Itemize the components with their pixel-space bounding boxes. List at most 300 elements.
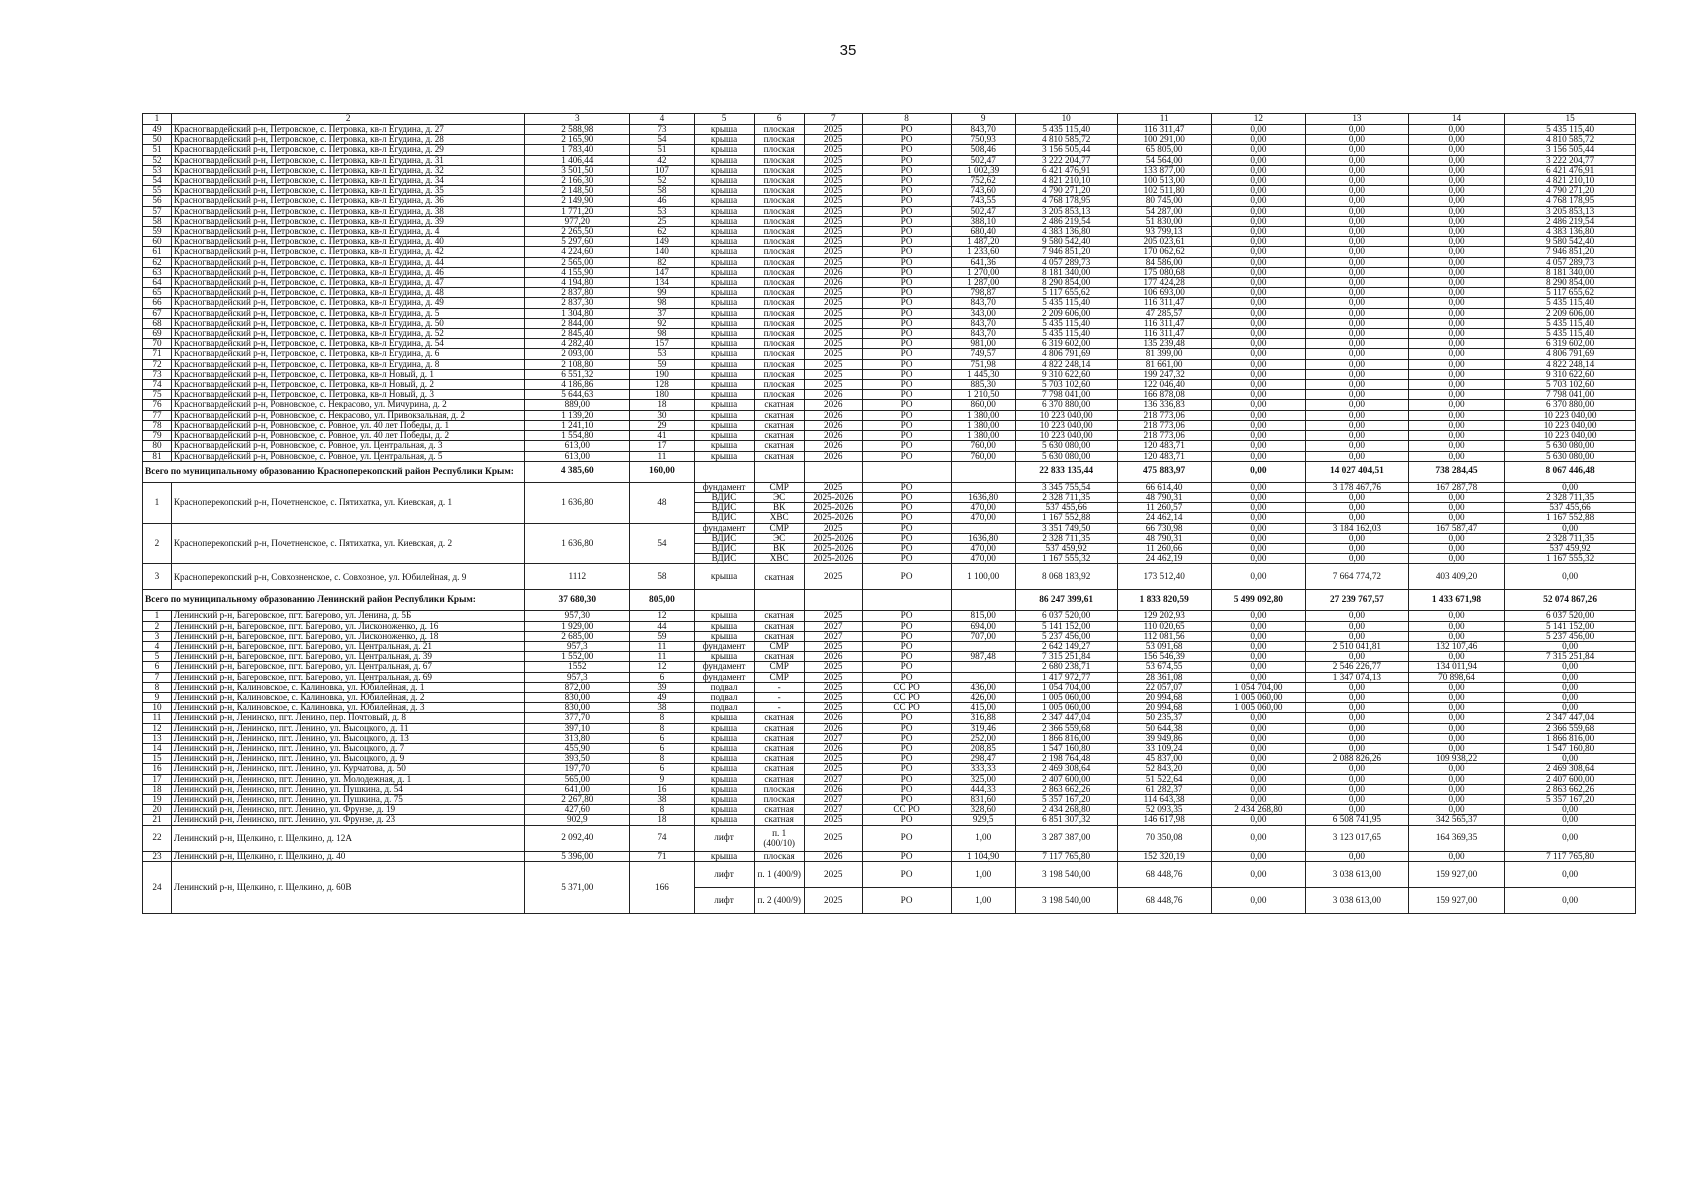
unit-cost-cell: 45 837,00	[1117, 754, 1211, 764]
volume-cell: 1 380,00	[951, 431, 1015, 441]
element-cell: крыша	[694, 267, 754, 277]
element-cell: подвал	[694, 703, 754, 713]
residents-cell: 73	[630, 125, 694, 135]
period-cell: 2025	[804, 288, 862, 298]
period-cell: 2025	[804, 380, 862, 390]
cost-cell: 3 198 540,00	[1015, 861, 1117, 887]
fund-d-cell: 0,00	[1505, 482, 1636, 492]
volume-cell: 252,00	[951, 733, 1015, 743]
fund-b-cell: 0,00	[1306, 682, 1409, 692]
fund-d-cell: 0,00	[1505, 662, 1636, 672]
element-cell: лифт	[694, 887, 754, 913]
fund-c-cell: 0,00	[1408, 206, 1504, 216]
cost-cell: 6 319 602,00	[1015, 339, 1117, 349]
address-cell: Ленинский р-н, Калиновское, с. Калиновка, ул. Юбилейная, д. 1	[171, 682, 524, 692]
period-cell: 2025	[804, 329, 862, 339]
unit-cost-cell: 475 883,97	[1117, 461, 1211, 482]
address-cell: Красногвардейский р-н, Петровское, с. Петровка, кв-л Егудина, д. 6	[171, 349, 524, 359]
cost-cell: 3 287 387,00	[1015, 825, 1117, 851]
work-type-cell: плоская	[754, 155, 804, 165]
row-number-cell: 58	[143, 216, 172, 226]
table-header-row	[143, 114, 1636, 125]
element-cell: подвал	[694, 692, 754, 702]
fund-a-cell: 0,00	[1211, 652, 1305, 662]
unit-cost-cell: 177 424,28	[1117, 278, 1211, 288]
unit-cost-cell: 48 790,31	[1117, 492, 1211, 502]
work-type-cell: плоская	[754, 349, 804, 359]
unit-cost-cell: 100 513,00	[1117, 176, 1211, 186]
fund-a-cell: 0,00	[1211, 887, 1305, 913]
fund-b-cell: 1 347 074,13	[1306, 672, 1409, 682]
volume-cell: 843,70	[951, 298, 1015, 308]
funding-cell: РО	[862, 420, 951, 430]
element-cell: крыша	[694, 621, 754, 631]
row-number-cell: 13	[143, 733, 172, 743]
work-type-cell: плоская	[754, 165, 804, 175]
work-type-cell: скатная	[754, 733, 804, 743]
cost-cell: 6 370 880,00	[1015, 400, 1117, 410]
fund-b-cell: 0,00	[1306, 155, 1409, 165]
fund-a-cell: 0,00	[1211, 206, 1305, 216]
volume-cell: 325,00	[951, 774, 1015, 784]
fund-c-cell: 0,00	[1408, 805, 1504, 815]
table-row	[143, 400, 1636, 410]
address-cell: Красногвардейский р-н, Петровское, с. Петровка, кв-л Егудина, д. 47	[171, 278, 524, 288]
table-row	[143, 713, 1636, 723]
fund-a-cell: 0,00	[1211, 196, 1305, 206]
work-type-cell: ЭС	[754, 533, 804, 543]
table-row	[143, 349, 1636, 359]
residents-cell: 6	[630, 733, 694, 743]
work-type-cell: плоская	[754, 308, 804, 318]
column-number-header: 6	[754, 114, 804, 125]
fund-c-cell: 164 369,35	[1408, 825, 1504, 851]
fund-b-cell: 0,00	[1306, 431, 1409, 441]
element-cell: крыша	[694, 390, 754, 400]
address-cell: Ленинский р-н, Ленинско, пгт. Ленино, ул. Пушкина, д. 54	[171, 784, 524, 794]
volume-cell	[951, 482, 1015, 492]
address-cell: Красногвардейский р-н, Петровское, с. Петровка, кв-л Егудина, д. 34	[171, 176, 524, 186]
table-row	[143, 431, 1636, 441]
cost-cell: 2 407 600,00	[1015, 774, 1117, 784]
volume-cell: 743,60	[951, 186, 1015, 196]
area-cell: 2 588,98	[525, 125, 630, 135]
fund-c-cell: 0,00	[1408, 774, 1504, 784]
column-number-header: 1	[143, 114, 172, 125]
unit-cost-cell: 199 247,32	[1117, 369, 1211, 379]
fund-d-cell: 5 630 080,00	[1505, 451, 1636, 461]
fund-d-cell: 10 223 040,00	[1505, 410, 1636, 420]
fund-a-cell: 0,00	[1211, 431, 1305, 441]
funding-cell: СС РО	[862, 682, 951, 692]
area-cell: 830,00	[525, 692, 630, 702]
element-cell: крыша	[694, 400, 754, 410]
area-cell: 957,30	[525, 611, 630, 621]
column-number-header: 14	[1408, 114, 1504, 125]
fund-a-cell: 0,00	[1211, 186, 1305, 196]
element-cell: крыша	[694, 359, 754, 369]
period-cell: 2025	[804, 825, 862, 851]
unit-cost-cell: 24 462,14	[1117, 513, 1211, 523]
fund-b-cell: 3 184 162,03	[1306, 523, 1409, 533]
element-cell: крыша	[694, 155, 754, 165]
fund-b-cell: 0,00	[1306, 206, 1409, 216]
address-cell: Ленинский р-н, Ленинско, пгт. Ленино, ул. Фрунзе, д. 23	[171, 815, 524, 825]
fund-b-cell: 0,00	[1306, 196, 1409, 206]
row-number-cell: 14	[143, 743, 172, 753]
fund-c-cell: 0,00	[1408, 186, 1504, 196]
residents-cell: 58	[630, 564, 694, 590]
fund-c-cell: 0,00	[1408, 247, 1504, 257]
funding-cell: РО	[862, 257, 951, 267]
row-number-cell: 8	[143, 682, 172, 692]
row-number-cell: 57	[143, 206, 172, 216]
fund-c-cell: 0,00	[1408, 145, 1504, 155]
fund-c-cell: 0,00	[1408, 733, 1504, 743]
element-cell: ВДИС	[694, 543, 754, 553]
address-cell: Красногвардейский р-н, Петровское, с. Петровка, кв-л Егудина, д. 38	[171, 206, 524, 216]
residents-cell: 74	[630, 825, 694, 851]
table-row	[143, 743, 1636, 753]
period-cell: 2027	[804, 774, 862, 784]
residents-cell: 58	[630, 186, 694, 196]
fund-c-cell: 0,00	[1408, 410, 1504, 420]
period-cell: 2026	[804, 267, 862, 277]
funding-cell: РО	[862, 288, 951, 298]
fund-d-cell: 3 205 853,13	[1505, 206, 1636, 216]
row-number-cell: 12	[143, 723, 172, 733]
fund-d-cell: 0,00	[1505, 523, 1636, 533]
work-type-cell: скатная	[754, 621, 804, 631]
residents-cell: 54	[630, 135, 694, 145]
residents-cell: 98	[630, 329, 694, 339]
fund-a-cell: 0,00	[1211, 237, 1305, 247]
cost-cell: 2 198 764,48	[1015, 754, 1117, 764]
area-cell: 2 165,90	[525, 135, 630, 145]
address-cell: Красногвардейский р-н, Ровновское, с. Ровное, ул. 40 лет Победы, д. 2	[171, 431, 524, 441]
residents-cell: 11	[630, 652, 694, 662]
cost-cell: 5 117 655,62	[1015, 288, 1117, 298]
period-cell: 2025	[804, 611, 862, 621]
volume-cell: 1,00	[951, 887, 1015, 913]
volume-cell: 470,00	[951, 543, 1015, 553]
element-cell: ВДИС	[694, 503, 754, 513]
funding-cell: РО	[862, 145, 951, 155]
fund-c-cell: 1 433 671,98	[1408, 590, 1504, 611]
capital-repair-table	[142, 113, 1636, 914]
address-cell: Красногвардейский р-н, Петровское, с. Петровка, кв-л Новый, д. 1	[171, 369, 524, 379]
unit-cost-cell: 22 057,07	[1117, 682, 1211, 692]
cost-cell: 1 005 060,00	[1015, 692, 1117, 702]
address-cell: Красногвардейский р-н, Петровское, с. Петровка, кв-л Егудина, д. 27	[171, 125, 524, 135]
table-row	[143, 631, 1636, 641]
unit-cost-cell: 51 522,64	[1117, 774, 1211, 784]
cost-cell: 3 345 755,54	[1015, 482, 1117, 492]
volume-cell: 815,00	[951, 611, 1015, 621]
address-cell: Ленинский р-н, Ленинско, пгт. Ленино, ул. Высоцкого, д. 7	[171, 743, 524, 753]
row-number-cell: 63	[143, 267, 172, 277]
funding-cell: РО	[862, 564, 951, 590]
volume-cell: 760,00	[951, 441, 1015, 451]
volume-cell: 680,40	[951, 227, 1015, 237]
fund-d-cell: 7 798 041,00	[1505, 390, 1636, 400]
table-row	[143, 621, 1636, 631]
fund-c-cell: 134 011,94	[1408, 662, 1504, 672]
row-number-cell: 52	[143, 155, 172, 165]
fund-d-cell: 5 435 115,40	[1505, 318, 1636, 328]
fund-d-cell: 9 310 622,60	[1505, 369, 1636, 379]
area-cell: 2 844,00	[525, 318, 630, 328]
table-row	[143, 733, 1636, 743]
residents-cell: 190	[630, 369, 694, 379]
fund-a-cell: 0,00	[1211, 851, 1305, 861]
fund-c-cell: 0,00	[1408, 216, 1504, 226]
fund-d-cell: 2 328 711,35	[1505, 492, 1636, 502]
unit-cost-cell: 33 109,24	[1117, 743, 1211, 753]
area-cell: 2 148,50	[525, 186, 630, 196]
residents-cell: 6	[630, 743, 694, 753]
period-cell: 2026	[804, 400, 862, 410]
fund-a-cell: 0,00	[1211, 533, 1305, 543]
fund-b-cell: 27 239 767,57	[1306, 590, 1409, 611]
fund-b-cell: 0,00	[1306, 492, 1409, 502]
work-type-cell: плоская	[754, 145, 804, 155]
funding-cell: РО	[862, 247, 951, 257]
period-cell: 2025	[804, 861, 862, 887]
cost-cell: 5 435 115,40	[1015, 329, 1117, 339]
funding-cell: РО	[862, 611, 951, 621]
work-type-cell: СМР	[754, 641, 804, 651]
address-cell: Красногвардейский р-н, Петровское, с. Петровка, кв-л Егудина, д. 8	[171, 359, 524, 369]
unit-cost-cell: 122 046,40	[1117, 380, 1211, 390]
fund-a-cell: 0,00	[1211, 861, 1305, 887]
address-cell: Ленинский р-н, Калиновское, с. Калиновка, ул. Юбилейная, д. 3	[171, 703, 524, 713]
period-cell: 2026	[804, 713, 862, 723]
fund-b-cell: 0,00	[1306, 513, 1409, 523]
unit-cost-cell: 110 020,65	[1117, 621, 1211, 631]
funding-cell: РО	[862, 227, 951, 237]
fund-a-cell: 0,00	[1211, 523, 1305, 533]
fund-b-cell: 0,00	[1306, 308, 1409, 318]
volume-cell: 751,98	[951, 359, 1015, 369]
table-row	[143, 611, 1636, 621]
fund-b-cell: 0,00	[1306, 267, 1409, 277]
fund-c-cell: 0,00	[1408, 196, 1504, 206]
volume-cell: 760,00	[951, 451, 1015, 461]
element-cell: крыша	[694, 176, 754, 186]
fund-a-cell: 0,00	[1211, 611, 1305, 621]
fund-b-cell: 0,00	[1306, 743, 1409, 753]
table-row	[143, 257, 1636, 267]
area-cell: 4 224,60	[525, 247, 630, 257]
work-type-cell: скатная	[754, 431, 804, 441]
unit-cost-cell: 39 949,86	[1117, 733, 1211, 743]
fund-d-cell: 0,00	[1505, 703, 1636, 713]
period-cell: 2027	[804, 805, 862, 815]
fund-c-cell: 0,00	[1408, 237, 1504, 247]
volume-cell: 707,00	[951, 631, 1015, 641]
cost-cell: 7 798 041,00	[1015, 390, 1117, 400]
funding-cell: РО	[862, 784, 951, 794]
fund-d-cell: 5 357 167,20	[1505, 794, 1636, 804]
row-number-cell: 71	[143, 349, 172, 359]
volume-cell: 1636,80	[951, 533, 1015, 543]
period-cell	[804, 461, 862, 482]
cost-cell: 1 005 060,00	[1015, 703, 1117, 713]
period-cell: 2025-2026	[804, 543, 862, 553]
work-type-cell: плоская	[754, 216, 804, 226]
period-cell: 2026	[804, 784, 862, 794]
area-cell: 2 837,80	[525, 288, 630, 298]
table-row	[143, 125, 1636, 135]
address-cell: Красногвардейский р-н, Петровское, с. Петровка, кв-л Егудина, д. 5	[171, 308, 524, 318]
fund-a-cell: 0,00	[1211, 564, 1305, 590]
period-cell: 2025	[804, 815, 862, 825]
unit-cost-cell: 52 843,20	[1117, 764, 1211, 774]
subtotal-label: Всего по муниципальному образованию Красноперекопский район Республики Крым:	[143, 461, 525, 482]
address-cell: Красногвардейский р-н, Петровское, с. Петровка, кв-л Егудина, д. 35	[171, 186, 524, 196]
fund-b-cell: 0,00	[1306, 278, 1409, 288]
unit-cost-cell: 48 790,31	[1117, 533, 1211, 543]
fund-d-cell: 5 630 080,00	[1505, 441, 1636, 451]
row-number-cell: 3	[143, 564, 172, 590]
fund-d-cell: 6 037 520,00	[1505, 611, 1636, 621]
residents-cell: 166	[630, 861, 694, 913]
table-row	[143, 641, 1636, 651]
cost-cell: 10 223 040,00	[1015, 410, 1117, 420]
fund-d-cell: 0,00	[1505, 672, 1636, 682]
area-cell: 427,60	[525, 805, 630, 815]
volume-cell: 1 380,00	[951, 420, 1015, 430]
table-row	[143, 723, 1636, 733]
fund-d-cell: 4 810 585,72	[1505, 135, 1636, 145]
row-number-cell: 2	[143, 621, 172, 631]
fund-d-cell: 2 486 219,54	[1505, 216, 1636, 226]
fund-a-cell: 0,00	[1211, 631, 1305, 641]
period-cell: 2025	[804, 564, 862, 590]
funding-cell: РО	[862, 206, 951, 216]
table-row	[143, 672, 1636, 682]
fund-a-cell: 0,00	[1211, 308, 1305, 318]
period-cell	[804, 590, 862, 611]
row-number-cell: 17	[143, 774, 172, 784]
funding-cell: РО	[862, 329, 951, 339]
period-cell: 2026	[804, 390, 862, 400]
fund-c-cell: 0,00	[1408, 380, 1504, 390]
area-cell: 5 297,60	[525, 237, 630, 247]
period-cell: 2026	[804, 441, 862, 451]
work-type-cell: скатная	[754, 815, 804, 825]
row-number-cell: 11	[143, 713, 172, 723]
area-cell: 1 554,80	[525, 431, 630, 441]
unit-cost-cell: 53 091,68	[1117, 641, 1211, 651]
funding-cell: РО	[862, 267, 951, 277]
row-number-cell: 1	[143, 482, 172, 523]
work-type-cell: скатная	[754, 754, 804, 764]
row-number-cell: 78	[143, 420, 172, 430]
fund-c-cell: 132 107,46	[1408, 641, 1504, 651]
unit-cost-cell: 11 260,66	[1117, 543, 1211, 553]
fund-c-cell: 167 287,78	[1408, 482, 1504, 492]
work-type-cell: плоская	[754, 359, 804, 369]
fund-b-cell: 2 088 826,26	[1306, 754, 1409, 764]
unit-cost-cell: 218 773,06	[1117, 431, 1211, 441]
area-cell: 1 241,10	[525, 420, 630, 430]
residents-cell: 44	[630, 621, 694, 631]
cost-cell: 8 290 854,00	[1015, 278, 1117, 288]
row-number-cell: 80	[143, 441, 172, 451]
area-cell: 613,00	[525, 441, 630, 451]
fund-a-cell: 0,00	[1211, 420, 1305, 430]
funding-cell: РО	[862, 641, 951, 651]
element-cell: крыша	[694, 743, 754, 753]
fund-c-cell: 0,00	[1408, 682, 1504, 692]
fund-b-cell: 0,00	[1306, 543, 1409, 553]
area-cell: 889,00	[525, 400, 630, 410]
fund-c-cell: 0,00	[1408, 176, 1504, 186]
volume-cell: 843,70	[951, 318, 1015, 328]
fund-a-cell: 0,00	[1211, 155, 1305, 165]
work-type-cell: п. 1 (400/9)	[754, 861, 804, 887]
volume-cell: 641,36	[951, 257, 1015, 267]
table-row	[143, 564, 1636, 590]
address-cell: Ленинский р-н, Багеровское, пгт. Багерово, ул. Лисконоженко, д. 16	[171, 621, 524, 631]
column-number-header: 10	[1015, 114, 1117, 125]
work-type-cell: плоская	[754, 369, 804, 379]
unit-cost-cell: 100 291,00	[1117, 135, 1211, 145]
work-type-cell: скатная	[754, 420, 804, 430]
fund-c-cell: 0,00	[1408, 533, 1504, 543]
row-number-cell: 54	[143, 176, 172, 186]
period-cell: 2026	[804, 451, 862, 461]
period-cell: 2025	[804, 298, 862, 308]
address-cell: Красногвардейский р-н, Петровское, с. Петровка, кв-л Егудина, д. 39	[171, 216, 524, 226]
row-number-cell: 1	[143, 611, 172, 621]
volume-cell: 1,00	[951, 861, 1015, 887]
cost-cell: 2 469 308,64	[1015, 764, 1117, 774]
residents-cell: 160,00	[630, 461, 694, 482]
residents-cell: 98	[630, 298, 694, 308]
fund-c-cell: 0,00	[1408, 851, 1504, 861]
fund-a-cell: 0,00	[1211, 380, 1305, 390]
table-body	[143, 114, 1636, 914]
fund-c-cell: 167 587,47	[1408, 523, 1504, 533]
table-row	[143, 298, 1636, 308]
funding-cell: РО	[862, 390, 951, 400]
volume-cell: 508,46	[951, 145, 1015, 155]
fund-b-cell: 3 038 613,00	[1306, 861, 1409, 887]
table-row	[143, 794, 1636, 804]
residents-cell: 18	[630, 815, 694, 825]
residents-cell: 49	[630, 692, 694, 702]
area-cell: 4 186,86	[525, 380, 630, 390]
fund-d-cell: 8 290 854,00	[1505, 278, 1636, 288]
unit-cost-cell: 136 336,83	[1117, 400, 1211, 410]
subtotal-label: Всего по муниципальному образованию Ленинский район Республики Крым:	[143, 590, 525, 611]
cost-cell: 4 821 210,10	[1015, 176, 1117, 186]
column-number-header: 5	[694, 114, 754, 125]
funding-cell: РО	[862, 165, 951, 175]
fund-d-cell: 5 435 115,40	[1505, 298, 1636, 308]
cost-cell: 5 435 115,40	[1015, 125, 1117, 135]
residents-cell: 59	[630, 631, 694, 641]
fund-d-cell: 1 547 160,80	[1505, 743, 1636, 753]
address-cell: Красногвардейский р-н, Петровское, с. Петровка, кв-л Егудина, д. 28	[171, 135, 524, 145]
funding-cell: РО	[862, 492, 951, 502]
row-number-cell: 60	[143, 237, 172, 247]
funding-cell: РО	[862, 764, 951, 774]
row-number-cell: 5	[143, 652, 172, 662]
